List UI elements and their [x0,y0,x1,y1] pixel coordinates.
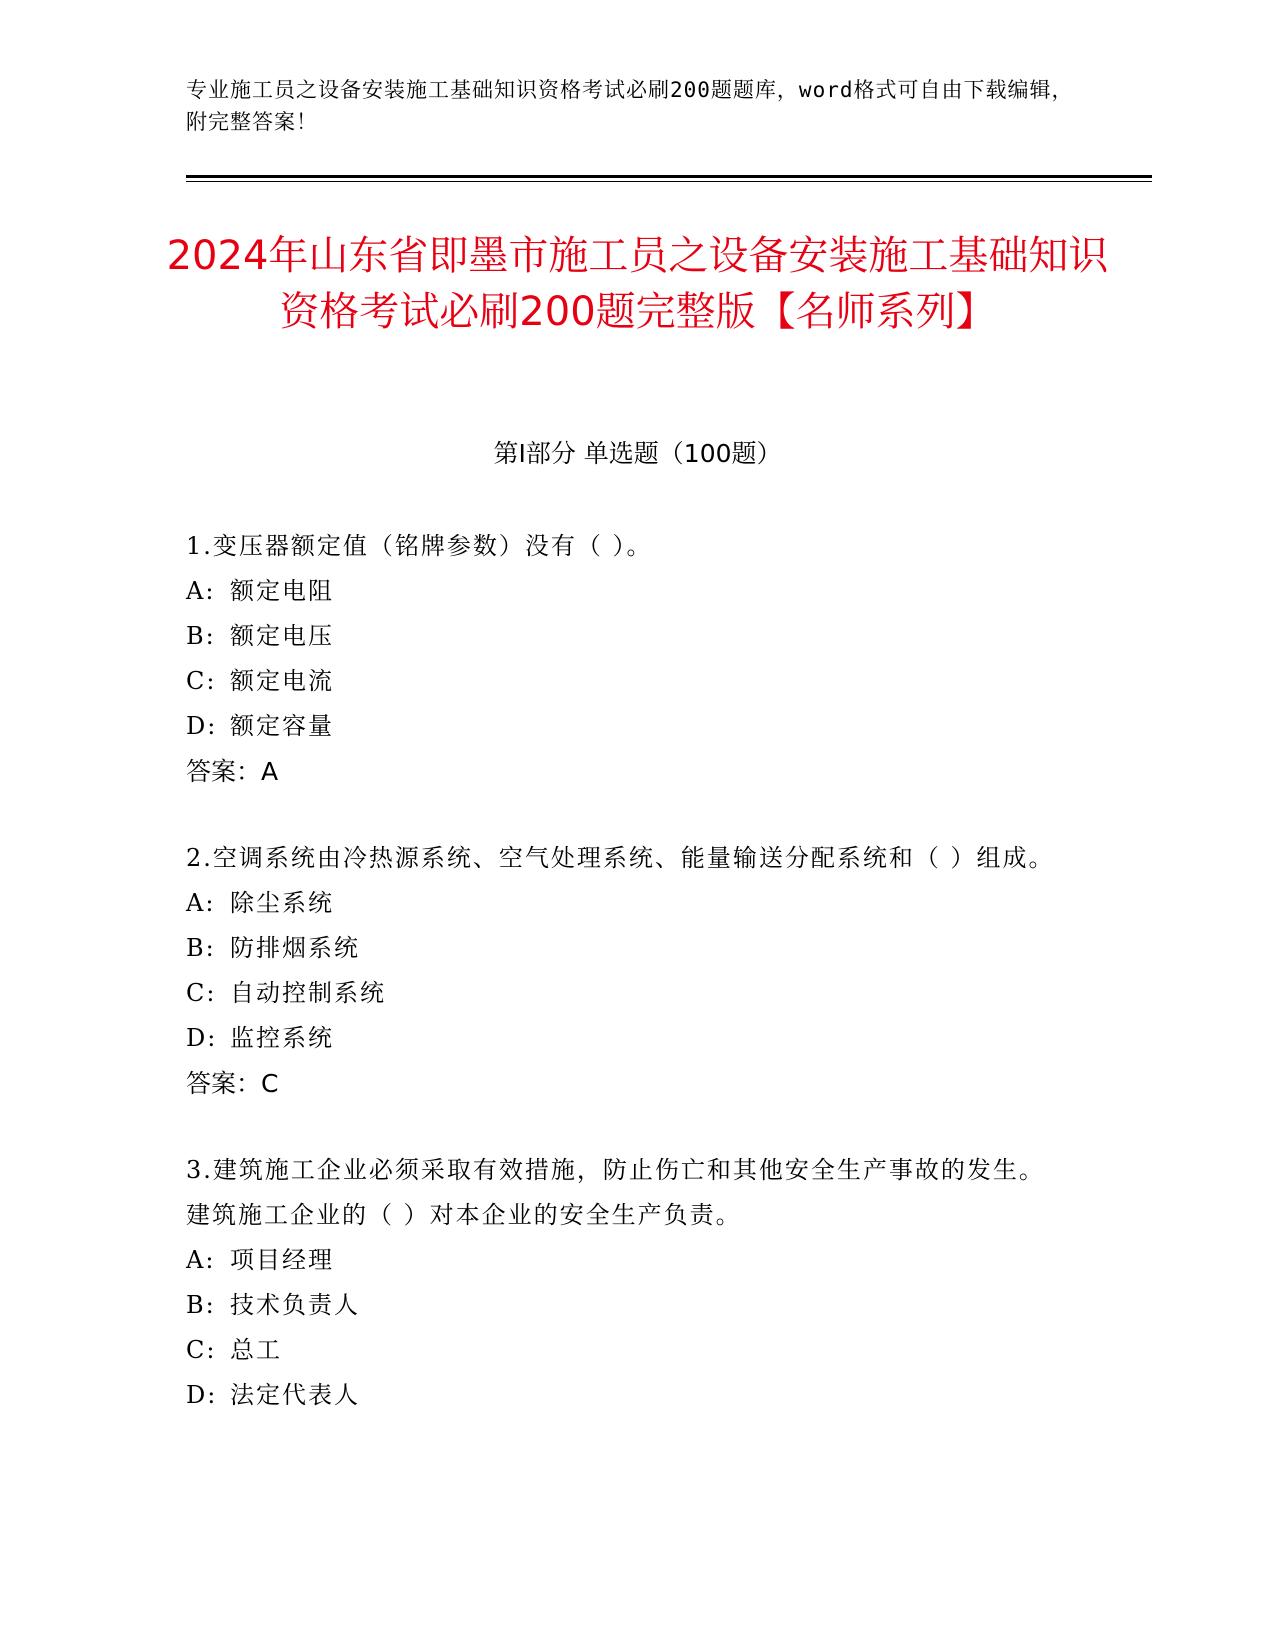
option-text: 技术负责人 [230,1291,360,1319]
option-d [186,1016,1066,1061]
option-c [186,1328,1066,1373]
question-1 [186,524,1066,794]
option-b [186,926,1066,971]
question-3 [186,1148,1066,1418]
option-letter: A: [186,1246,216,1274]
option-text: 总工 [230,1336,282,1364]
question-stem: 1.变压器额定值（铭牌参数）没有（ ）。 [186,532,653,560]
option-text: 防排烟系统 [230,934,360,962]
option-letter: D: [186,712,218,740]
option-text: 监控系统 [230,1024,334,1052]
option-text: 额定电压 [230,622,334,650]
option-letter: C: [186,667,217,695]
question-stem: 3.建筑施工企业必须采取有效措施，防止伤亡和其他安全生产事故的发生。建筑施工企业的（ ）对本企业的安全生产负责。 [186,1156,1045,1229]
option-a [186,1238,1066,1283]
option-text: 额定电阻 [230,577,334,605]
option-letter: D: [186,1024,218,1052]
option-d [186,704,1066,749]
option-letter: C: [186,1336,217,1364]
header-rule-thick [186,175,1152,178]
option-text: 额定容量 [230,712,334,740]
option-letter: A: [186,889,216,917]
header-note: 专业施工员之设备安装施工基础知识资格考试必刷200题题库，word格式可自由下载编辑，附完整答案！ [186,78,1074,134]
option-text: 自动控制系统 [230,979,386,1007]
option-letter: C: [186,979,217,1007]
option-letter: B: [186,1291,216,1319]
option-text: 项目经理 [230,1246,334,1274]
answer: 答案：A [186,757,279,786]
option-letter: D: [186,1381,218,1409]
option-letter: B: [186,622,216,650]
option-letter: B: [186,934,216,962]
option-b [186,1283,1066,1328]
question-2 [186,836,1066,1106]
question-stem: 2.空调系统由冷热源系统、空气处理系统、能量输送分配系统和（ ）组成。 [186,844,1055,872]
option-text: 额定电流 [230,667,334,695]
document-title: 2024年山东省即墨市施工员之设备安装施工基础知识资格考试必刷200题完整版【名师系列】 [166,233,1109,335]
option-b [186,614,1066,659]
section-title: 第Ⅰ部分 单选题（100题） [493,439,782,468]
option-text: 除尘系统 [230,889,334,917]
option-d [186,1373,1066,1418]
question-list [186,524,1066,1460]
header-rule-thin [186,181,1152,182]
option-c [186,659,1066,704]
option-a [186,569,1066,614]
option-a [186,881,1066,926]
option-text: 法定代表人 [230,1381,360,1409]
answer: 答案：C [186,1069,279,1098]
option-letter: A: [186,577,216,605]
option-c [186,971,1066,1016]
